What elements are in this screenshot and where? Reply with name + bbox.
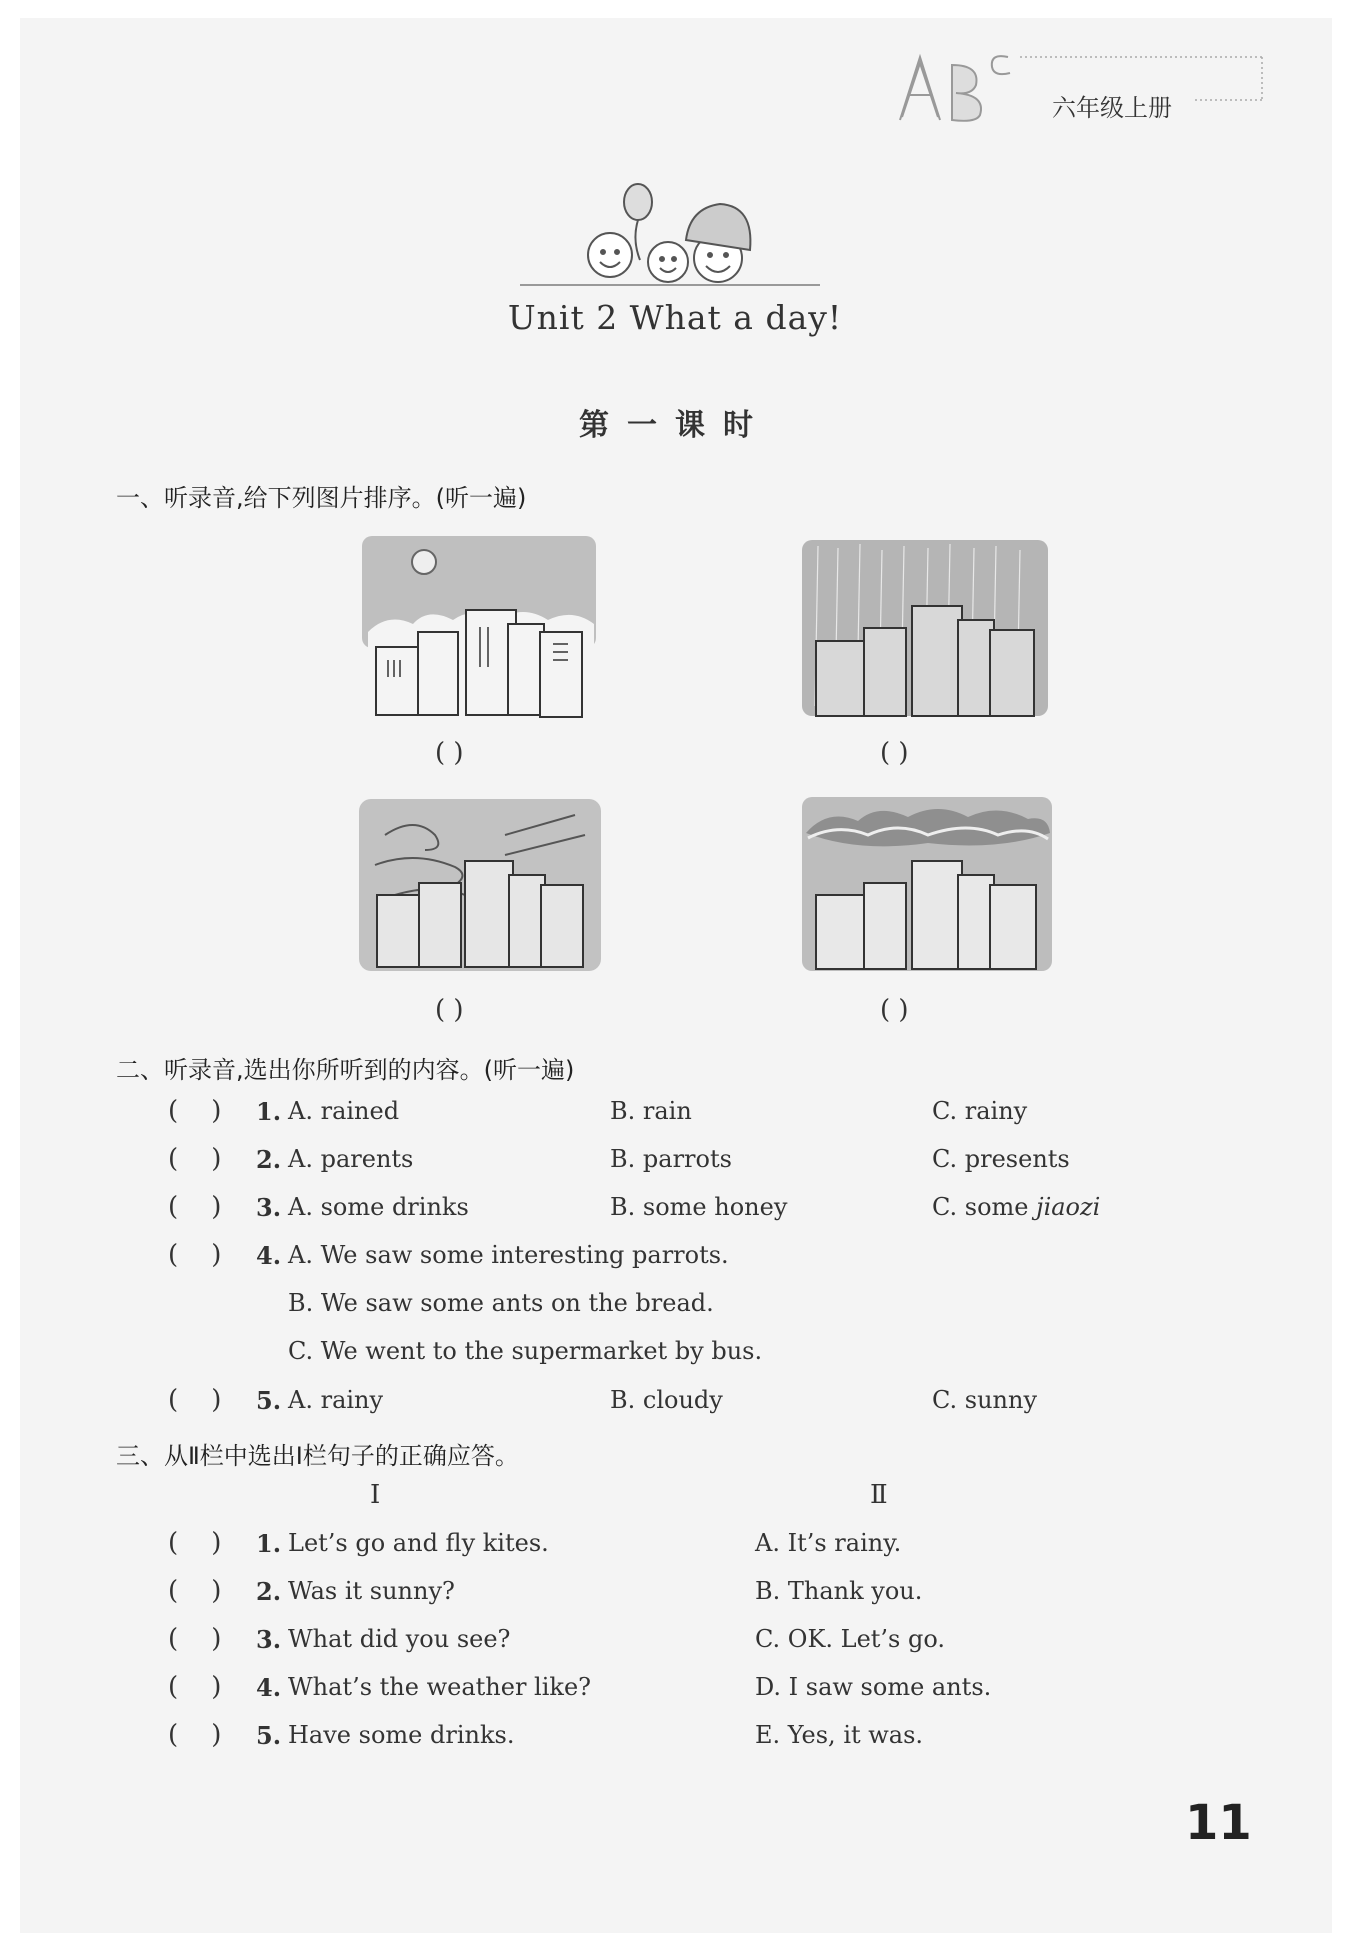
answer-blank[interactable]: ( ) <box>168 1240 222 1270</box>
children-illustration-icon <box>510 180 830 295</box>
column1-sentence: What did you see? <box>288 1625 511 1653</box>
sunny-city-picture <box>358 532 600 722</box>
answer-blank[interactable]: ( ) <box>168 1624 222 1654</box>
column2-response: A. It’s rainy. <box>755 1529 902 1557</box>
option-c: C. We went to the supermarket by bus. <box>288 1337 763 1365</box>
question-number: 5. <box>256 1721 282 1750</box>
option-b: B. We saw some ants on the bread. <box>288 1289 714 1317</box>
answer-blank[interactable]: ( ) <box>168 1385 222 1415</box>
option-a: A. some drinks <box>288 1193 469 1221</box>
question-number: 2. <box>256 1145 282 1174</box>
answer-blank[interactable]: ( ) <box>880 995 909 1025</box>
cloudy-city-picture <box>798 793 1056 975</box>
option-c: C. sunny <box>932 1386 1038 1414</box>
windy-city-picture <box>355 795 605 975</box>
section2-heading: 二、听录音,选出你所听到的内容。(听一遍) <box>116 1056 575 1084</box>
column2-response: D. I saw some ants. <box>755 1673 992 1701</box>
answer-blank[interactable]: ( ) <box>168 1576 222 1606</box>
section3-heading: 三、从Ⅱ栏中选出Ⅰ栏句子的正确应答。 <box>116 1442 519 1470</box>
option-b: B. parrots <box>610 1145 732 1173</box>
answer-blank[interactable]: ( ) <box>435 995 464 1025</box>
column2-response: E. Yes, it was. <box>755 1721 924 1749</box>
option-b: B. cloudy <box>610 1386 723 1414</box>
answer-blank[interactable]: ( ) <box>435 738 464 768</box>
section1-heading: 一、听录音,给下列图片排序。(听一遍) <box>116 484 527 512</box>
column2-response: C. OK. Let’s go. <box>755 1625 946 1653</box>
option-c: C. rainy <box>932 1097 1028 1125</box>
question-number: 1. <box>256 1529 282 1558</box>
question-number: 3. <box>256 1193 282 1222</box>
answer-blank[interactable]: ( ) <box>168 1192 222 1222</box>
answer-blank[interactable]: ( ) <box>168 1096 222 1126</box>
answer-blank[interactable]: ( ) <box>168 1672 222 1702</box>
option-c: C. presents <box>932 1145 1070 1173</box>
column1-sentence: Have some drinks. <box>288 1721 515 1749</box>
option-b: B. rain <box>610 1097 692 1125</box>
unit-title: Unit 2 What a day! <box>507 298 843 337</box>
question-number: 5. <box>256 1386 282 1415</box>
answer-blank[interactable]: ( ) <box>168 1528 222 1558</box>
question-number: 3. <box>256 1625 282 1654</box>
lesson-title: 第一课时 <box>579 408 771 443</box>
option-c: C. some jiaozi <box>932 1193 1101 1221</box>
page-number: 11 <box>1185 1795 1252 1851</box>
rainy-city-picture <box>798 536 1053 722</box>
question-number: 4. <box>256 1673 282 1702</box>
option-a: A. parents <box>288 1145 414 1173</box>
grade-label: 六年级上册 <box>1052 94 1172 122</box>
column1-sentence: Let’s go and fly kites. <box>288 1529 549 1557</box>
answer-blank[interactable]: ( ) <box>168 1720 222 1750</box>
question-number: 4. <box>256 1241 282 1270</box>
answer-blank[interactable]: ( ) <box>168 1144 222 1174</box>
column1-header: Ⅰ <box>370 1480 381 1510</box>
option-a: A. rainy <box>288 1386 384 1414</box>
option-a: A. We saw some interesting parrots. <box>288 1241 729 1269</box>
answer-blank[interactable]: ( ) <box>880 738 909 768</box>
column2-response: B. Thank you. <box>755 1577 923 1605</box>
option-a: A. rained <box>288 1097 400 1125</box>
option-b: B. some honey <box>610 1193 788 1221</box>
column2-header: Ⅱ <box>870 1480 888 1510</box>
column1-sentence: What’s the weather like? <box>288 1673 592 1701</box>
column1-sentence: Was it sunny? <box>288 1577 455 1605</box>
question-number: 2. <box>256 1577 282 1606</box>
question-number: 1. <box>256 1097 282 1126</box>
